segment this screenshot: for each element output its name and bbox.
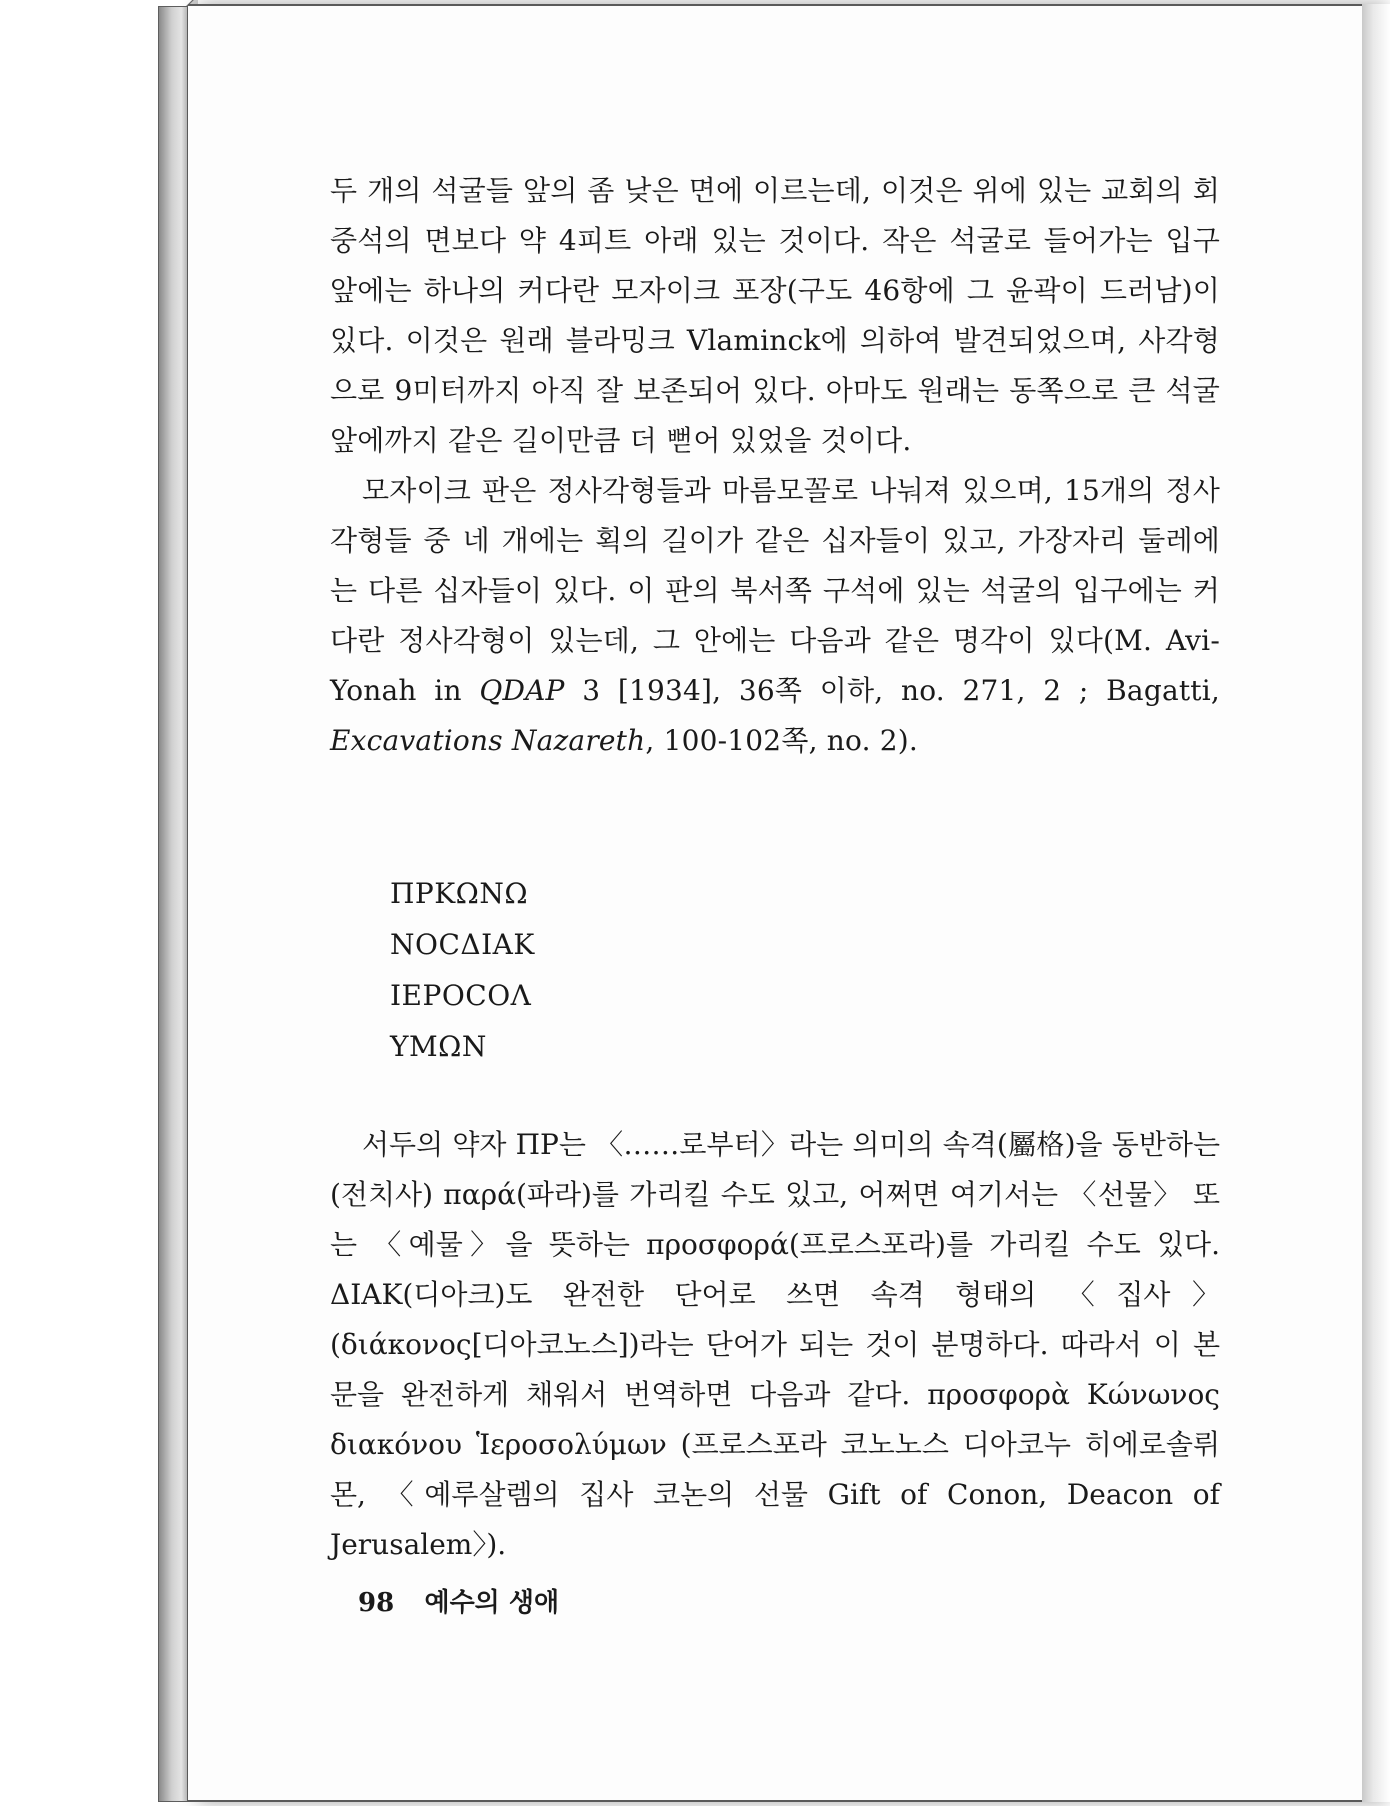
inscription-line-4: ΥΜΩΝ (390, 1030, 487, 1063)
inscription-line-2: NOCΔΙΑΚ (390, 928, 535, 961)
inscription-line-3: ΙΕΡΟCΟΛ (390, 979, 532, 1012)
paragraph-2 (330, 466, 1220, 766)
page-edge-shadow (1362, 4, 1390, 1802)
paragraph-3: 서두의 약자 ΠΡ는 〈……로부터〉라는 의미의 속격(屬格)을 동반하는 (전치사) παρά(파라)를 가리킬 수도 있고, 어쩌면 여기서는 〈선물〉 또는 〈예물〉을 뜻하는 προσφορά(프로스포라)를 가리킬 수도 있다. ΔΙΑΚ(디아크)도 완전한 단어로 쓰면 속격 형태의 〈집사〉(διάκονος[디아코노스])라는 단어가 되는 것이 분명하다. 따라서 이 본문을 완전하게 채워서 번역하면 다음과 같다. προσφορὰ Κώνωνος διακόνου Ἱεροσολύμων (프로스포라 코노노스 디아코누 히에로솔뤼몬, 〈예루살렘의 집사 코논의 선물 Gift of Conon, Deacon of Jerusalem〉). (330, 1128, 1220, 1561)
paragraph-2-text: 모자이크 판은 정사각형들과 마름모꼴로 나눠져 있으며, 15개의 정사각형들 중 네 개에는 획의 길이가 같은 십자들이 있고, 가장자리 둘레에는 다른 십자들이 있다. 이 판의 북서쪽 구석에 있는 석굴의 입구에는 커다란 정사각형이 있는데, 그 안에는 다음과 같은 명각이 있다(M. Avi-Yonah in (330, 474, 1220, 707)
paragraph-1: 두 개의 석굴들 앞의 좀 낮은 면에 이르는데, 이것은 위에 있는 교회의 회중석의 면보다 약 4피트 아래 있는 것이다. 작은 석굴로 들어가는 입구 앞에는 하나의 커다란 모자이크 포장(구도 46항에 그 윤곽이 드러남)이 있다. 이것은 원래 블라밍크 Vlaminck에 의하여 발견되었으며, 사각형으로 9미터까지 아직 잘 보존되어 있다. 아마도 원래는 동쪽으로 큰 석굴 앞에까지 같은 길이만큼 더 뻗어 있었을 것이다. (330, 174, 1220, 457)
body-text-bottom (330, 1120, 1220, 1570)
inscription-line-1: ΠΡΚΩΝΩ (390, 877, 529, 910)
paragraph-2-end: , 100-102쪽, no. 2). (645, 724, 919, 757)
book-title-excavations: Excavations Nazareth (330, 724, 646, 757)
body-text-top (330, 166, 1220, 766)
greek-inscription (390, 868, 535, 1072)
running-title: 예수의 생애 (424, 1588, 560, 1618)
paragraph-2-citation: 3 [1934], 36쪽 이하, no. 271, 2 ; Bagatti, (564, 674, 1221, 707)
journal-title-qdap: QDAP (479, 674, 565, 707)
book-spine (158, 6, 188, 1802)
page-number: 98 (358, 1588, 395, 1618)
page-footer (358, 1582, 559, 1619)
